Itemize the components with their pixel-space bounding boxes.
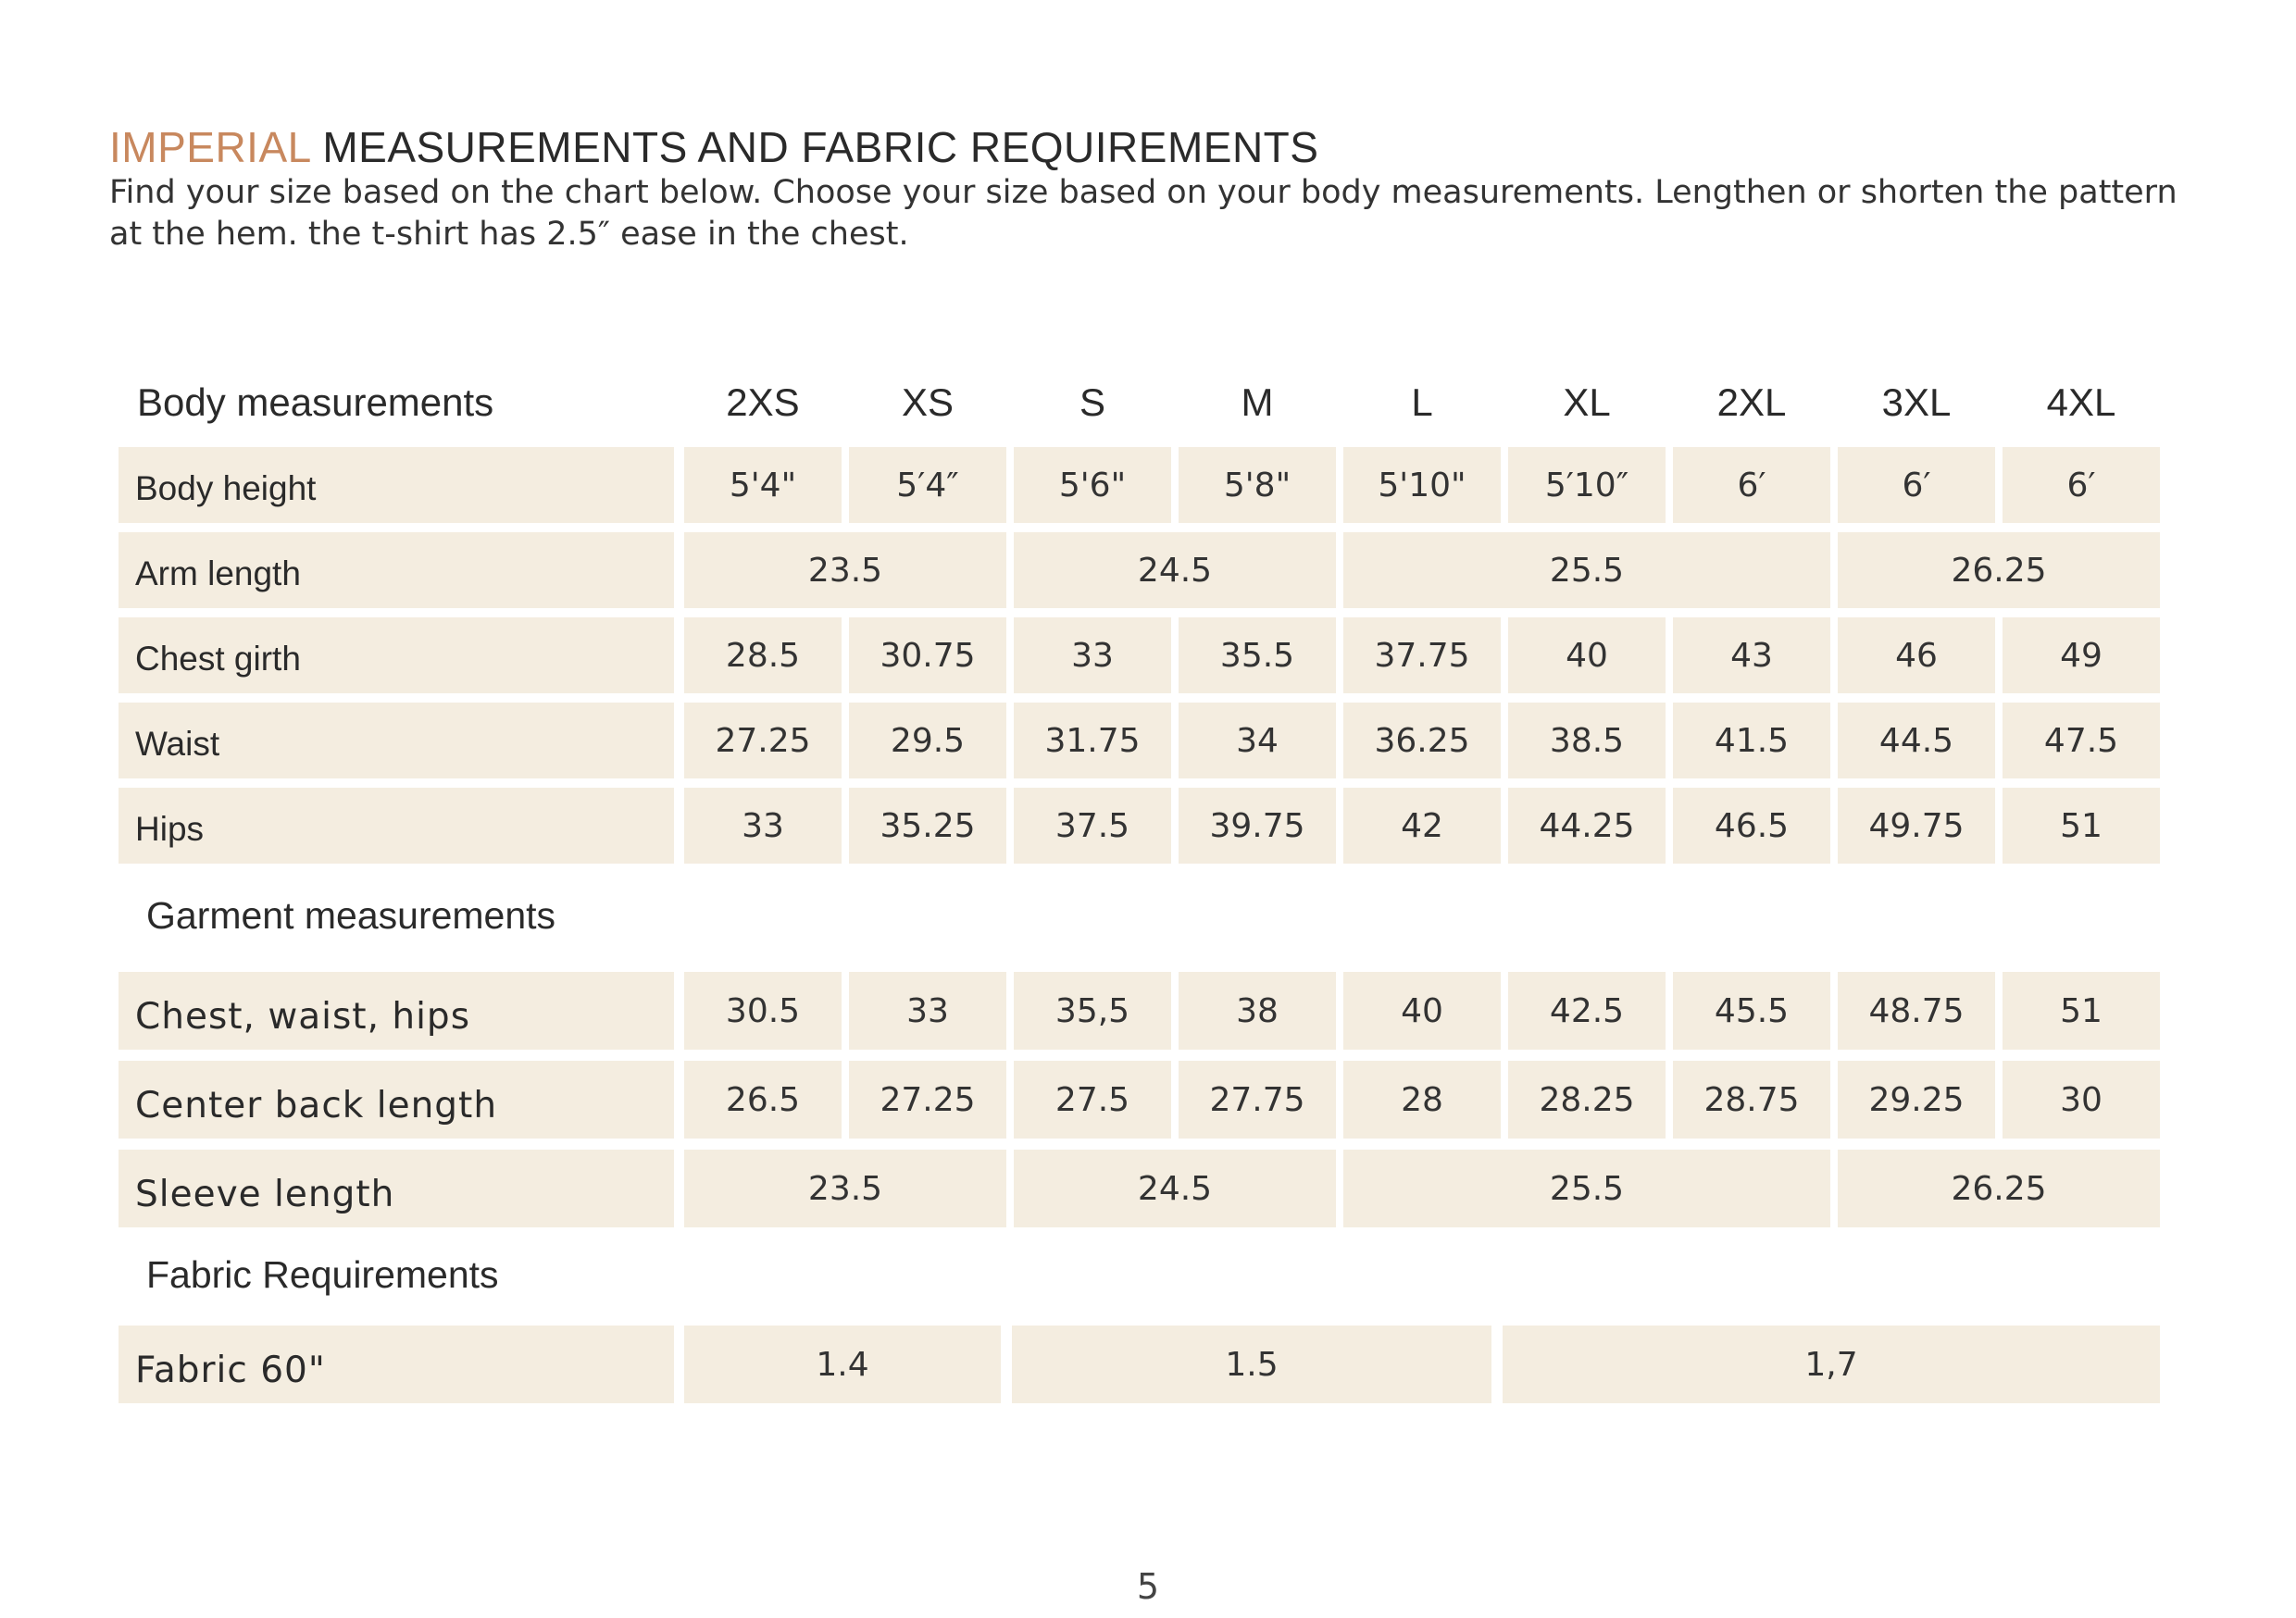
title-accent: IMPERIAL [109,123,311,171]
intro-text: Find your size based on the chart below. Choose your size based on your body measurements. Lengthen or shorten the pattern at the hem. the t-shirt has 2.5″ ease in the chest. [109,174,2177,253]
cell-height-2xl: 6′ [1673,447,1830,523]
garment-measurements-header: Garment measurements [146,894,556,937]
title-rest: MEASUREMENTS AND FABRIC REQUIREMENTS [322,123,1319,171]
size-header-s: S [1079,380,1105,424]
cell-cwh-4xl: 51 [2003,972,2160,1050]
cell-cbl-xs: 27.25 [849,1061,1006,1139]
cell-arm-2xs-xs: 23.5 [684,532,1006,608]
cell-height-m: 5'8" [1179,447,1336,523]
cell-chest-xs: 30.75 [849,617,1006,693]
cell-waist-2xs: 27.25 [684,703,842,778]
cell-hips-4xl: 51 [2003,788,2160,864]
cell-cwh-xs: 33 [849,972,1006,1050]
cell-cbl-xl: 28.25 [1508,1061,1666,1139]
cell-hips-xl: 44.25 [1508,788,1666,864]
row-label-chest-waist-hips: Chest, waist, hips [119,972,674,1050]
cell-sleeve-2xs-xs: 23.5 [684,1150,1006,1227]
cell-height-xs: 5′4″ [849,447,1006,523]
page-number: 5 [1136,1566,1160,1607]
row-label-body-height: Body height [119,447,674,523]
row-label-waist: Waist [119,703,674,778]
cell-height-3xl: 6′ [1838,447,1995,523]
cell-height-4xl: 6′ [2003,447,2160,523]
cell-arm-3xl-4xl: 26.25 [1838,532,2160,608]
size-header-l: L [1411,380,1433,424]
cell-cbl-m: 27.75 [1179,1061,1336,1139]
row-label-arm-length: Arm length [119,532,674,608]
cell-waist-m: 34 [1179,703,1336,778]
cell-height-s: 5'6" [1014,447,1171,523]
cell-cbl-l: 28 [1343,1061,1501,1139]
cell-cbl-3xl: 29.25 [1838,1061,1995,1139]
cell-waist-s: 31.75 [1014,703,1171,778]
cell-cwh-s: 35,5 [1014,972,1171,1050]
cell-cbl-2xs: 26.5 [684,1061,842,1139]
cell-cwh-2xs: 30.5 [684,972,842,1050]
cell-waist-4xl: 47.5 [2003,703,2160,778]
cell-cbl-s: 27.5 [1014,1061,1171,1139]
cell-height-xl: 5′10″ [1508,447,1666,523]
cell-arm-l-2xl: 25.5 [1343,532,1830,608]
cell-hips-2xs: 33 [684,788,842,864]
row-label-sleeve-length: Sleeve length [119,1150,674,1227]
cell-cwh-m: 38 [1179,972,1336,1050]
cell-sleeve-3xl-4xl: 26.25 [1838,1150,2160,1227]
size-header-xs: XS [901,380,955,424]
cell-cwh-3xl: 48.75 [1838,972,1995,1050]
cell-cwh-l: 40 [1343,972,1501,1050]
cell-hips-l: 42 [1343,788,1501,864]
row-label-fabric-60: Fabric 60" [119,1326,674,1403]
cell-hips-s: 37.5 [1014,788,1171,864]
cell-waist-3xl: 44.5 [1838,703,1995,778]
cell-cwh-xl: 42.5 [1508,972,1666,1050]
row-label-chest-girth: Chest girth [119,617,674,693]
cell-hips-3xl: 49.75 [1838,788,1995,864]
cell-sleeve-s-m: 24.5 [1014,1150,1336,1227]
cell-chest-2xl: 43 [1673,617,1830,693]
fabric-requirements-header: Fabric Requirements [146,1253,499,1296]
cell-hips-xs: 35.25 [849,788,1006,864]
cell-chest-4xl: 49 [2003,617,2160,693]
body-measurements-header: Body measurements [137,380,494,424]
cell-chest-3xl: 46 [1838,617,1995,693]
page-title [109,122,1318,172]
cell-hips-2xl: 46.5 [1673,788,1830,864]
cell-sleeve-l-2xl: 25.5 [1343,1150,1830,1227]
cell-fabric-s-l: 1.5 [1012,1326,1491,1403]
row-label-center-back-length: Center back length [119,1061,674,1139]
row-label-hips: Hips [119,788,674,864]
cell-arm-s-m: 24.5 [1014,532,1336,608]
size-header-4xl: 4XL [2046,380,2116,424]
cell-chest-l: 37.75 [1343,617,1501,693]
cell-fabric-xl-4xl: 1,7 [1503,1326,2160,1403]
cell-chest-s: 33 [1014,617,1171,693]
size-header-2xs: 2XS [726,380,800,424]
cell-fabric-2xs-xs: 1.4 [684,1326,1001,1403]
size-header-xl: XL [1563,380,1611,424]
size-header-m: M [1241,380,1274,424]
cell-height-l: 5'10" [1343,447,1501,523]
cell-waist-2xl: 41.5 [1673,703,1830,778]
cell-cwh-2xl: 45.5 [1673,972,1830,1050]
cell-height-2xs: 5'4" [684,447,842,523]
cell-waist-xs: 29.5 [849,703,1006,778]
cell-hips-m: 39.75 [1179,788,1336,864]
cell-cbl-2xl: 28.75 [1673,1061,1830,1139]
cell-chest-m: 35.5 [1179,617,1336,693]
cell-cbl-4xl: 30 [2003,1061,2160,1139]
cell-waist-xl: 38.5 [1508,703,1666,778]
size-header-2xl: 2XL [1716,380,1787,424]
cell-waist-l: 36.25 [1343,703,1501,778]
size-header-3xl: 3XL [1881,380,1952,424]
cell-chest-xl: 40 [1508,617,1666,693]
cell-chest-2xs: 28.5 [684,617,842,693]
